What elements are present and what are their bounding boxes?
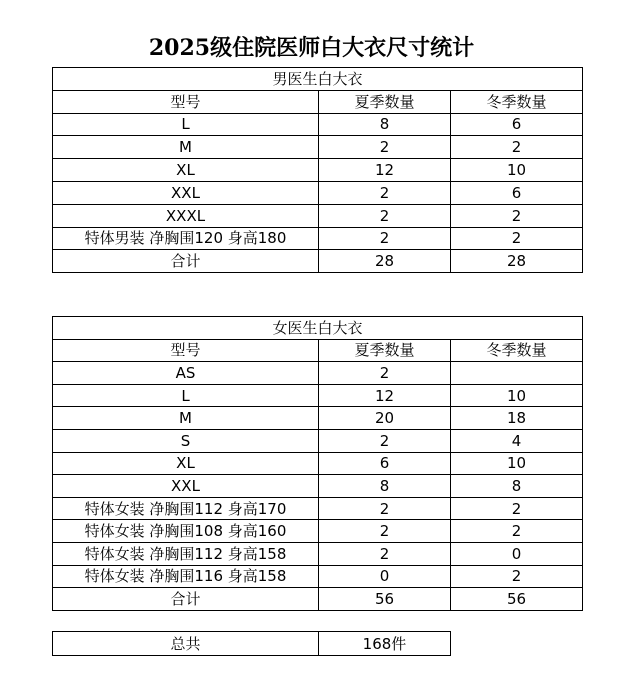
table-row (53, 227, 583, 250)
winter-qty-cell (451, 362, 583, 385)
size-cell: M (53, 407, 319, 430)
winter-qty-cell: 18 (451, 407, 583, 430)
winter-qty-cell: 10 (451, 384, 583, 407)
table-header-row (53, 90, 583, 113)
size-cell: XL (53, 159, 319, 182)
size-cell: 特体女装 净胸围116 身高158 (53, 565, 319, 588)
size-cell: 特体男装 净胸围120 身高180 (53, 227, 319, 250)
size-cell: XXL (53, 475, 319, 498)
winter-qty-cell: 8 (451, 475, 583, 498)
table-row (53, 113, 583, 136)
winter-qty-cell: 0 (451, 542, 583, 565)
summer-qty-cell: 0 (319, 565, 451, 588)
summer-qty-cell: 6 (319, 452, 451, 475)
winter-qty-cell: 2 (451, 227, 583, 250)
total-winter: 28 (451, 250, 583, 273)
table-row (53, 520, 583, 543)
grand-total-row (53, 632, 451, 656)
winter-qty-cell: 10 (451, 159, 583, 182)
summer-qty-cell: 20 (319, 407, 451, 430)
total-summer: 28 (319, 250, 451, 273)
summer-qty-cell: 8 (319, 113, 451, 136)
summer-qty-cell: 2 (319, 136, 451, 159)
column-header-winter: 冬季数量 (451, 90, 583, 113)
table-row (53, 159, 583, 182)
column-header-summary: 夏季数量 (319, 90, 451, 113)
winter-qty-cell: 6 (451, 181, 583, 204)
size-cell: XL (53, 452, 319, 475)
winter-qty-cell: 2 (451, 565, 583, 588)
column-header-size: 型号 (53, 339, 319, 362)
size-cell: M (53, 136, 319, 159)
summer-qty-cell: 2 (319, 227, 451, 250)
grand-total-label: 总共 (53, 632, 319, 656)
grand-total-value: 168件 (319, 632, 451, 656)
table-row (53, 204, 583, 227)
table-row (53, 497, 583, 520)
table-row (53, 429, 583, 452)
table-row (53, 362, 583, 385)
total-label: 合计 (53, 250, 319, 273)
size-cell: 特体女装 净胸围108 身高160 (53, 520, 319, 543)
winter-qty-cell: 2 (451, 204, 583, 227)
summer-qty-cell: 2 (319, 429, 451, 452)
total-winter: 56 (451, 588, 583, 611)
size-cell: 特体女装 净胸围112 身高170 (53, 497, 319, 520)
summer-qty-cell: 12 (319, 384, 451, 407)
grand-total-table (52, 631, 451, 656)
table-row (53, 565, 583, 588)
size-cell: S (53, 429, 319, 452)
winter-qty-cell: 10 (451, 452, 583, 475)
size-cell: L (53, 384, 319, 407)
summer-qty-cell: 12 (319, 159, 451, 182)
summer-qty-cell: 2 (319, 181, 451, 204)
summer-qty-cell: 2 (319, 497, 451, 520)
column-header-size: 型号 (53, 90, 319, 113)
size-cell: XXL (53, 181, 319, 204)
table-caption: 女医生白大衣 (53, 317, 583, 340)
table-row (53, 475, 583, 498)
summer-qty-cell: 8 (319, 475, 451, 498)
table-caption-row (53, 317, 583, 340)
size-cell: 特体女装 净胸围112 身高158 (53, 542, 319, 565)
table-caption: 男医生白大衣 (53, 68, 583, 91)
table-row (53, 542, 583, 565)
summer-qty-cell: 2 (319, 204, 451, 227)
table-row (53, 181, 583, 204)
page-title: 2025级住院医师白大衣尺寸统计 (148, 35, 475, 61)
total-summer: 56 (319, 588, 451, 611)
size-cell: XXXL (53, 204, 319, 227)
winter-qty-cell: 2 (451, 136, 583, 159)
total-label: 合计 (53, 588, 319, 611)
column-header-summer: 夏季数量 (319, 339, 451, 362)
table-row (53, 136, 583, 159)
winter-qty-cell: 2 (451, 497, 583, 520)
summer-qty-cell: 2 (319, 542, 451, 565)
size-cell: L (53, 113, 319, 136)
summer-qty-cell: 2 (319, 362, 451, 385)
table-row (53, 384, 583, 407)
table-header-row (53, 339, 583, 362)
table-row (53, 407, 583, 430)
winter-qty-cell: 4 (451, 429, 583, 452)
column-header-winter: 冬季数量 (451, 339, 583, 362)
size-cell: AS (53, 362, 319, 385)
summer-qty-cell: 2 (319, 520, 451, 543)
table-caption-row (53, 68, 583, 91)
table-total-row (53, 250, 583, 273)
table-total-row (53, 588, 583, 611)
winter-qty-cell: 6 (451, 113, 583, 136)
female-coat-table (52, 316, 583, 611)
male-coat-table (52, 67, 583, 273)
table-row (53, 452, 583, 475)
winter-qty-cell: 2 (451, 520, 583, 543)
